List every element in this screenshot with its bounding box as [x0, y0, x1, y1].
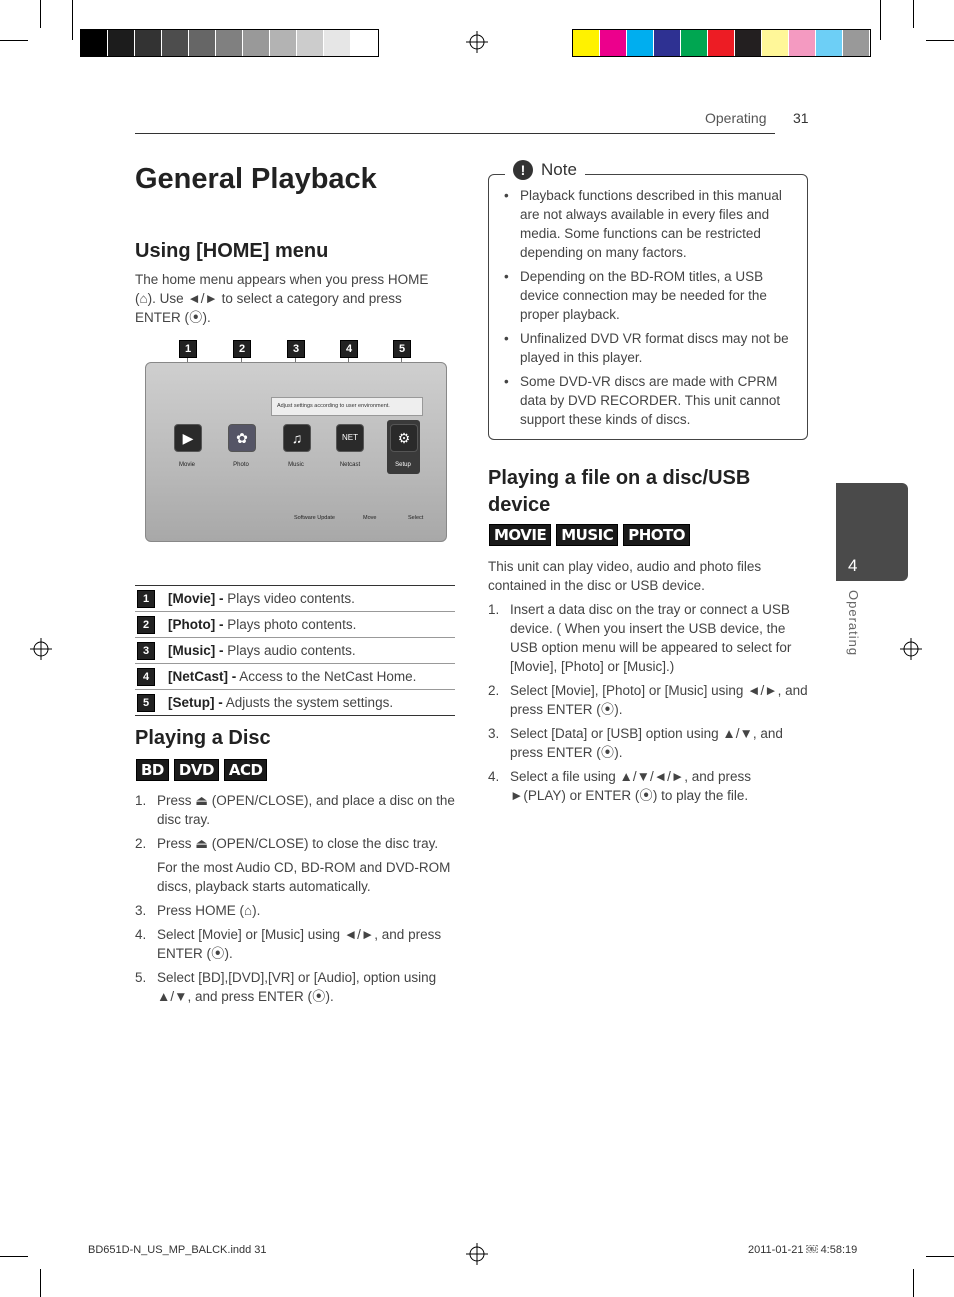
list-item — [135, 791, 455, 829]
tile-label: Photo — [233, 462, 249, 468]
step-number: 4. — [488, 769, 500, 784]
step-number: 1. — [488, 602, 500, 617]
legend-row — [135, 664, 455, 690]
list-item — [488, 681, 808, 719]
print-slug-file: BD651D-N_US_MP_BALCK.indd 31 — [88, 1244, 267, 1256]
callout-marker: 1 — [179, 340, 197, 358]
page-title: General Playback — [135, 163, 377, 195]
chapter-tab — [836, 483, 908, 581]
legend-marker: 2 — [137, 616, 155, 634]
color-swatch — [600, 30, 627, 56]
header-rule — [135, 133, 775, 134]
color-swatch — [270, 30, 297, 56]
step-number: 2. — [488, 683, 500, 698]
color-swatch — [654, 30, 681, 56]
gray-swatch-bar — [80, 29, 379, 57]
home-menu-screenshot — [145, 362, 447, 542]
legend-marker: 5 — [137, 694, 155, 712]
step-text: Select [BD],[DVD],[VR] or [Audio], option using ▲/▼, and press ENTER (⦿). — [157, 970, 437, 1004]
file-badges — [489, 524, 690, 546]
callout-marker: 5 — [393, 340, 411, 358]
footer-select: Select — [408, 515, 424, 521]
gear-icon: ⚙ — [390, 424, 418, 452]
netcast-icon: NET — [336, 424, 364, 452]
color-swatch — [627, 30, 654, 56]
step-number: 5. — [135, 970, 147, 985]
color-swatch — [735, 30, 762, 56]
color-swatch — [81, 30, 108, 56]
note-box — [488, 174, 808, 440]
registration-mark-icon — [466, 31, 488, 53]
registration-mark-icon — [900, 638, 922, 660]
step-text: Press HOME (⌂). — [157, 903, 261, 918]
color-swatch — [816, 30, 843, 56]
step-note: For the most Audio CD, BD-ROM and DVD-ROM discs, playback starts automatically. — [157, 860, 451, 894]
list-item — [488, 600, 808, 676]
bd-badge: BD — [136, 759, 169, 781]
file-intro: This unit can play video, audio and photo files contained in the disc or USB device. — [488, 559, 762, 593]
color-swatch — [162, 30, 189, 56]
step-text: Press ⏏ (OPEN/CLOSE), and place a disc on the disc tray. — [157, 793, 455, 827]
legend-row — [135, 638, 455, 664]
tile-label: Setup — [395, 462, 411, 468]
step-number: 4. — [135, 927, 147, 942]
tile-label: Music — [288, 462, 304, 468]
legend-marker: 4 — [137, 668, 155, 686]
clapper-icon: ▶ — [174, 424, 202, 452]
color-swatch — [708, 30, 735, 56]
dvd-badge: DVD — [174, 759, 219, 781]
registration-mark-icon — [466, 1243, 488, 1265]
color-swatch — [243, 30, 270, 56]
color-swatch — [216, 30, 243, 56]
list-item — [488, 724, 808, 762]
color-swatch-bar — [572, 29, 871, 57]
footer-software-update: Software Update — [294, 515, 335, 521]
list-item — [488, 767, 808, 805]
home-menu-heading: Using [HOME] menu — [135, 240, 329, 262]
chapter-label: Operating — [846, 590, 861, 657]
page-number: 31 — [793, 110, 809, 126]
legend-row — [135, 690, 455, 715]
legend-name: [Movie] - — [168, 591, 224, 606]
color-swatch — [135, 30, 162, 56]
flower-icon: ✿ — [228, 424, 256, 452]
chapter-number: 4 — [848, 556, 858, 575]
note-title: Note — [541, 160, 577, 179]
legend-name: [NetCast] - — [168, 669, 237, 684]
running-head: Operating — [705, 110, 767, 126]
list-item — [135, 925, 455, 963]
step-number: 3. — [135, 903, 147, 918]
step-number: 1. — [135, 793, 147, 808]
note-list — [502, 186, 798, 434]
legend-desc: Plays audio contents. — [223, 643, 356, 658]
legend-row — [135, 586, 455, 612]
step-text: Select [Movie] or [Music] using ◄/►, and press ENTER (⦿). — [157, 927, 442, 961]
callout-marker: 3 — [287, 340, 305, 358]
color-swatch — [324, 30, 351, 56]
footer-move: Move — [363, 515, 377, 521]
color-swatch — [108, 30, 135, 56]
tile-label: Movie — [178, 462, 195, 468]
legend-desc: Plays photo contents. — [223, 617, 357, 632]
acd-badge: ACD — [224, 759, 268, 781]
list-item — [135, 901, 455, 920]
music-badge: MUSIC — [556, 524, 618, 546]
home-menu-figure — [0, 340, 954, 550]
file-steps — [488, 600, 808, 810]
disc-heading: Playing a Disc — [135, 727, 271, 749]
step-number: 3. — [488, 726, 500, 741]
list-item: • Playback functions described in this manual are not always available in every files and media. Some functions can be restricted depending on many factors. — [502, 186, 798, 262]
color-swatch — [762, 30, 789, 56]
callout-marker: 4 — [340, 340, 358, 358]
tooltip-bar: Adjust settings according to user environment. — [271, 397, 423, 416]
note-header — [505, 160, 585, 180]
step-text: Select [Data] or [USB] option using ▲/▼, and press ENTER (⦿). — [510, 726, 783, 760]
music-note-icon: ♫ — [283, 424, 311, 452]
list-item — [135, 834, 455, 896]
legend-marker: 1 — [137, 590, 155, 608]
color-swatch — [843, 30, 870, 56]
list-item — [135, 968, 455, 1006]
color-swatch — [789, 30, 816, 56]
color-swatch — [681, 30, 708, 56]
callout-marker: 2 — [233, 340, 251, 358]
step-text: Select [Movie], [Photo] or [Music] using ◄/►, and press ENTER (⦿). — [510, 683, 808, 717]
step-text: Press ⏏ (OPEN/CLOSE) to close the disc tray. — [157, 836, 439, 851]
legend-name: [Photo] - — [168, 617, 224, 632]
menu-legend-table — [135, 585, 455, 716]
photo-badge: PHOTO — [623, 524, 690, 546]
print-slug-date: 2011-01-21 ￼ 4:58:19 — [748, 1244, 858, 1256]
legend-desc: Access to the NetCast Home. — [236, 669, 417, 684]
disc-steps — [135, 791, 455, 1011]
step-text: Select a file using ▲/▼/◄/►, and press ►(PLAY) or ENTER (⦿) to play the file. — [510, 769, 752, 803]
legend-marker: 3 — [137, 642, 155, 660]
home-menu-intro: The home menu appears when you press HOME (⌂). Use ◄/► to select a category and press ENTER (⦿). — [135, 272, 429, 325]
registration-mark-icon — [30, 638, 52, 660]
step-text: Insert a data disc on the tray or connect a USB device. ( When you insert the USB device, the USB option menu will be appeared to select for [Movie], [Photo] or [Music].) — [510, 602, 792, 674]
exclamation-icon: ! — [513, 160, 533, 180]
tile-label: Netcast — [339, 462, 361, 468]
color-swatch — [351, 30, 378, 56]
legend-desc: Adjusts the system settings. — [222, 695, 394, 710]
legend-name: [Music] - — [168, 643, 224, 658]
list-item: • Some DVD-VR discs are made with CPRM data by DVD RECORDER. This unit cannot support these kinds of discs. — [502, 372, 798, 429]
disc-badges — [136, 759, 267, 781]
file-heading: Playing a file on a disc/USB device — [488, 467, 751, 516]
color-swatch — [297, 30, 324, 56]
legend-name: [Setup] - — [168, 695, 223, 710]
legend-desc: Plays video contents. — [223, 591, 355, 606]
movie-badge: MOVIE — [489, 524, 551, 546]
list-item: • Depending on the BD-ROM titles, a USB device connection may be needed for the proper playback. — [502, 267, 798, 324]
list-item: • Unfinalized DVD VR format discs may not be played in this player. — [502, 329, 798, 367]
color-swatch — [573, 30, 600, 56]
legend-row — [135, 612, 455, 638]
step-number: 2. — [135, 836, 147, 851]
color-swatch — [189, 30, 216, 56]
